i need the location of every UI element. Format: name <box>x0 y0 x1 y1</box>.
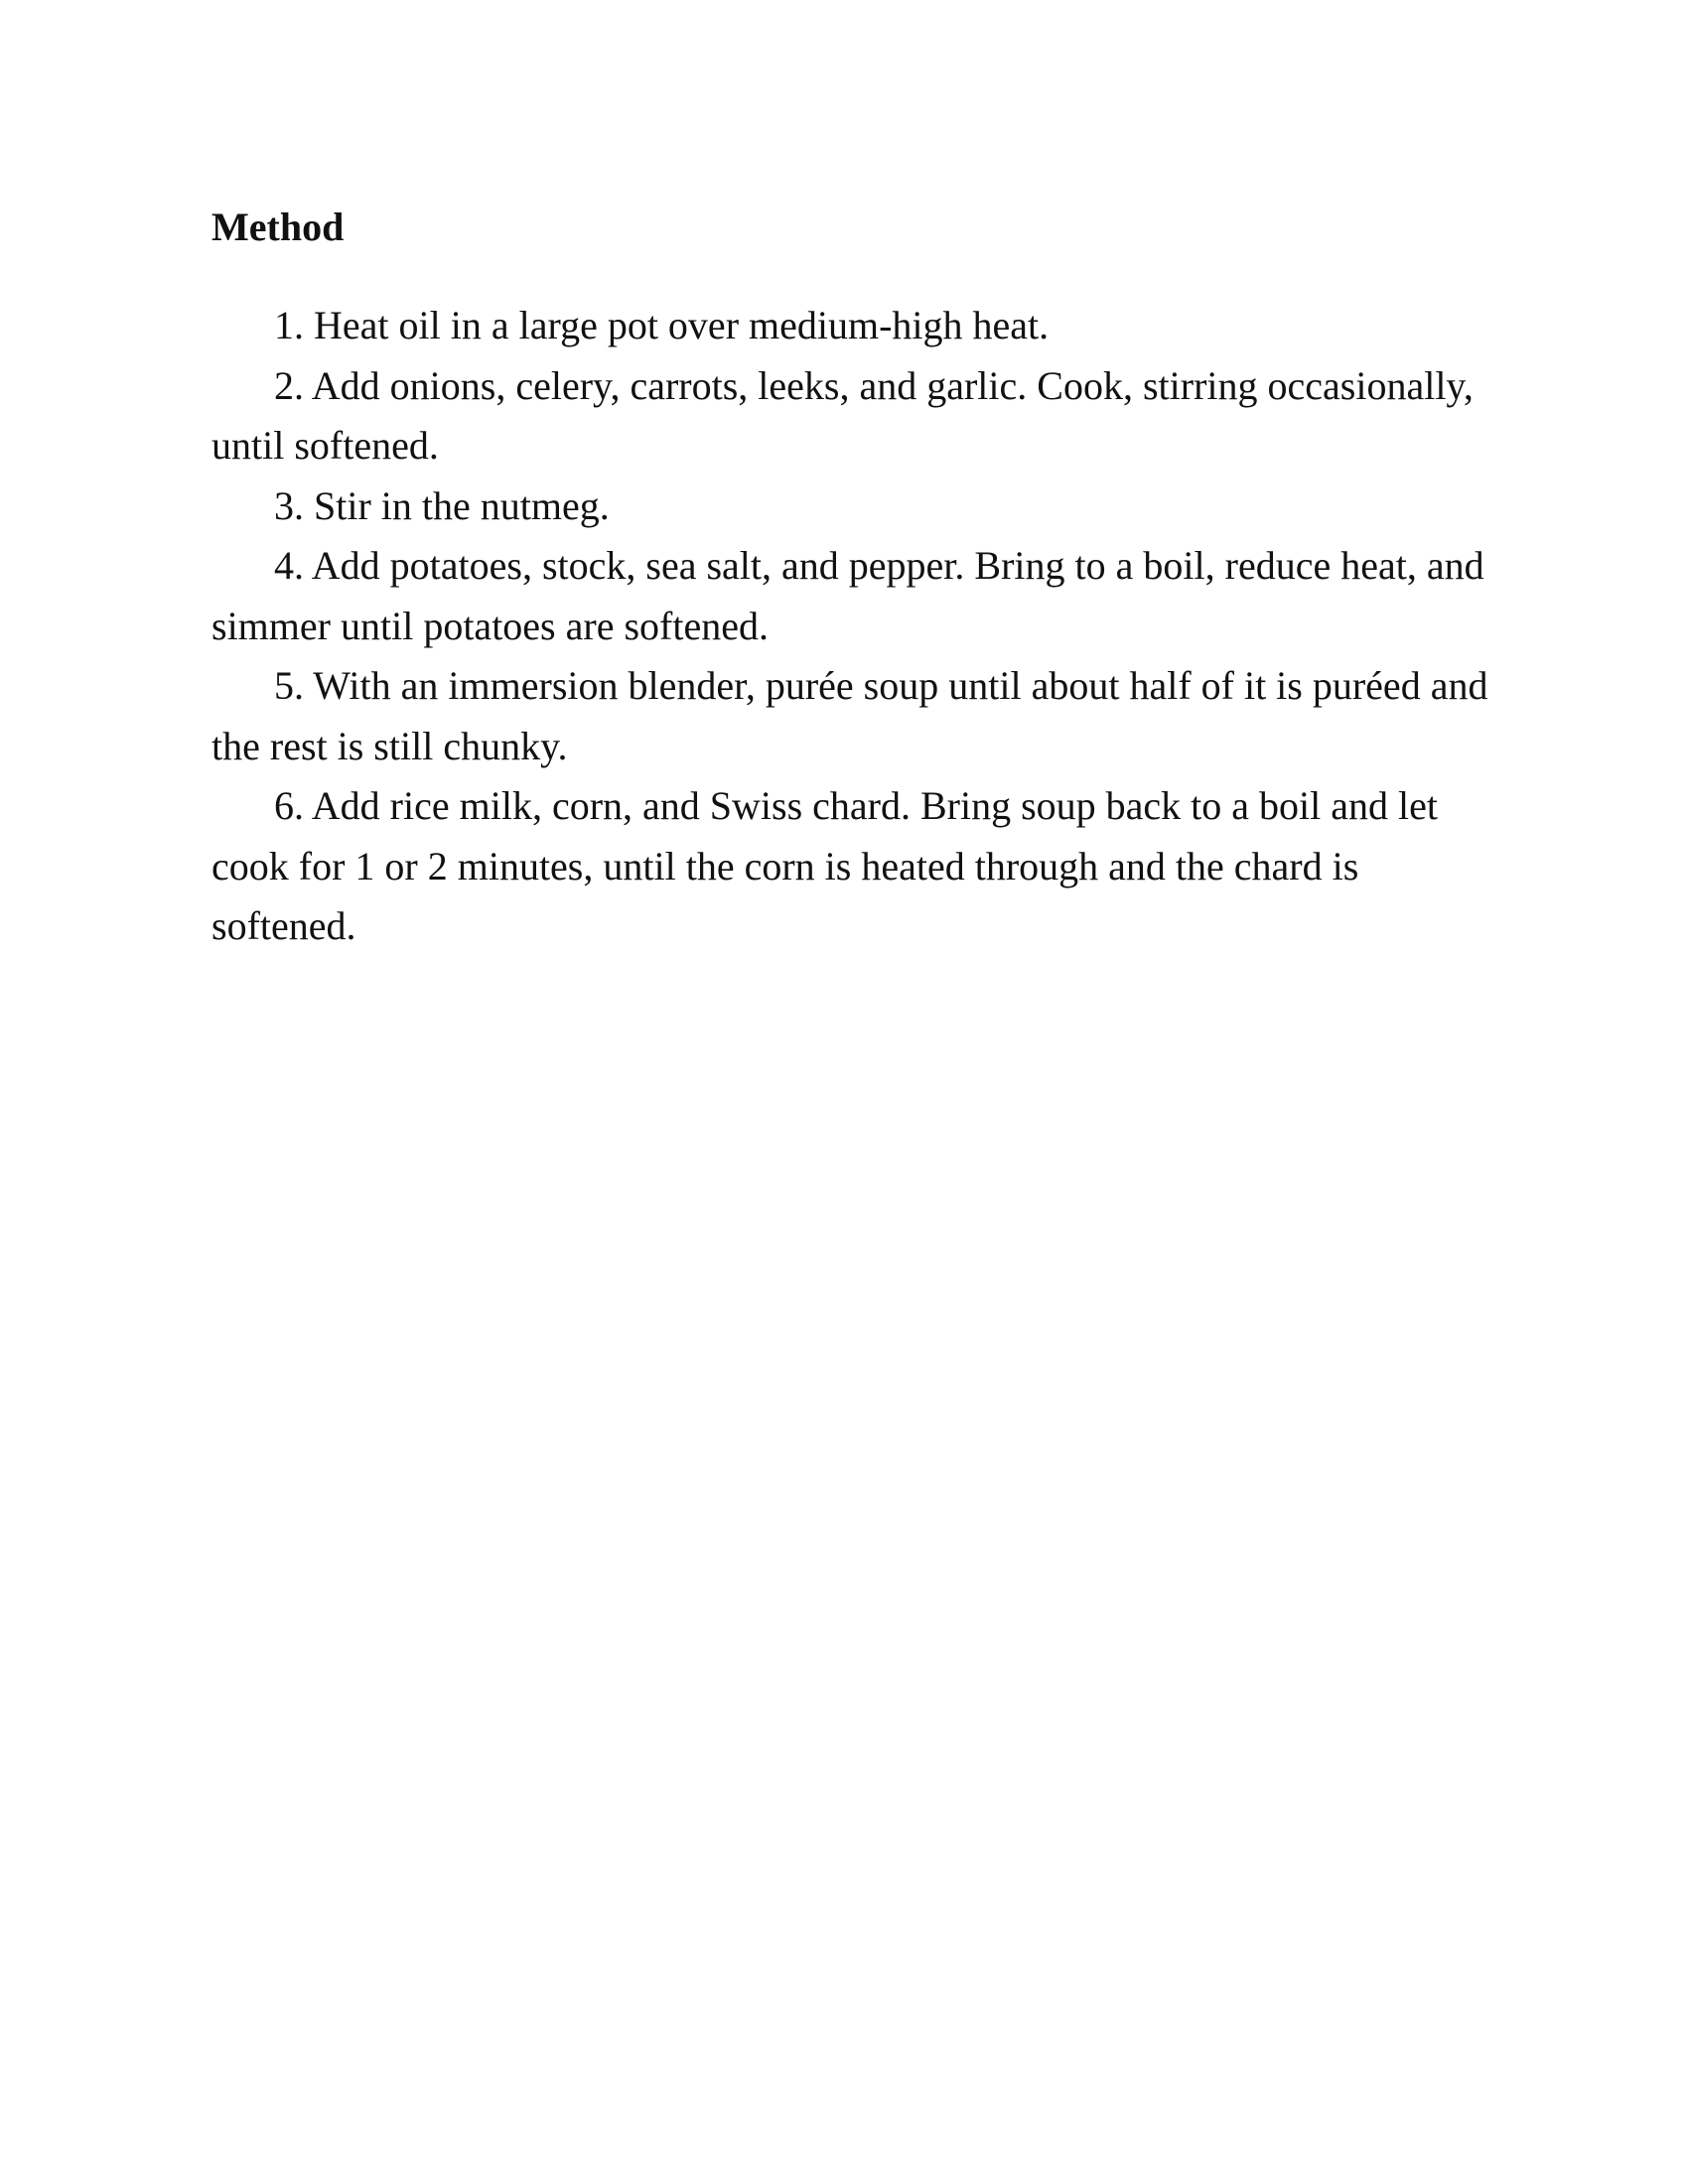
method-steps-list <box>211 296 1492 957</box>
method-step-2: 2. Add onions, celery, carrots, leeks, and garlic. Cook, stirring occasionally, until softened. <box>211 362 1474 468</box>
document-content <box>211 195 1492 957</box>
method-step-4: 4. Add potatoes, stock, sea salt, and pepper. Bring to a boil, reduce heat, and simmer until potatoes are softened. <box>211 543 1484 648</box>
method-step-5: 5. With an immersion blender, purée soup until about half of it is puréed and the rest is still chunky. <box>211 663 1488 768</box>
method-step-6: 6. Add rice milk, corn, and Swiss chard. Bring soup back to a boil and let cook for 1 or 2 minutes, until the corn is heated through and the chard is softened. <box>211 783 1439 948</box>
method-step-3: 3. Stir in the nutmeg. <box>274 482 610 528</box>
section-heading: Method <box>211 205 345 249</box>
method-step-1: 1. Heat oil in a large pot over medium-high heat. <box>274 303 1050 347</box>
